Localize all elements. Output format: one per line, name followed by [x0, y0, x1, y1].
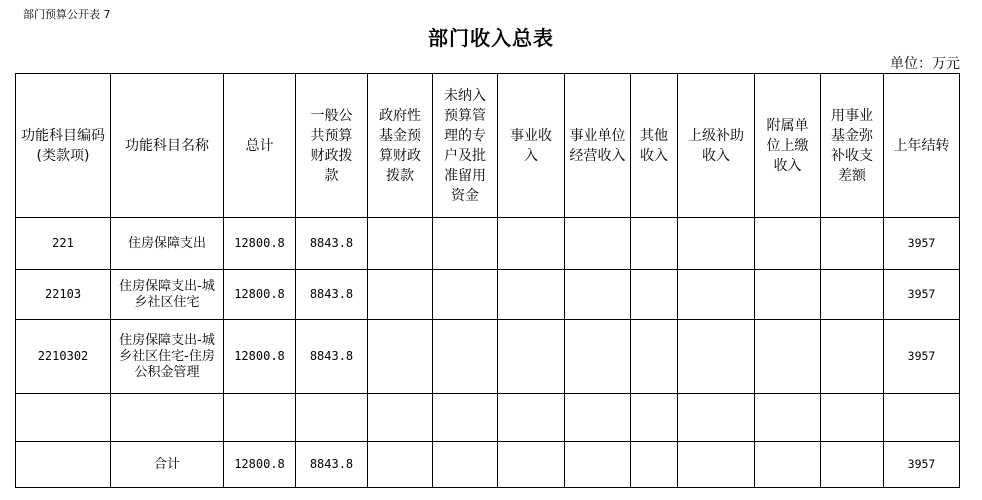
row-code: 221 — [16, 218, 111, 270]
row-name: 住房保障支出-城乡社区住宅 — [111, 270, 224, 320]
total-total: 12800.8 — [224, 442, 296, 488]
row-total: 12800.8 — [224, 270, 296, 320]
header-fund-offset: 用事业基金弥补收支差额 — [821, 74, 884, 218]
row-code: 22103 — [16, 270, 111, 320]
table-row — [16, 394, 960, 442]
total-row — [16, 442, 960, 488]
table-header-row — [16, 74, 960, 218]
row-general: 8843.8 — [296, 320, 368, 394]
row-name — [111, 394, 224, 442]
table-row — [16, 218, 960, 270]
row-total — [224, 394, 296, 442]
total-carryover: 3957 — [884, 442, 960, 488]
row-name: 住房保障支出 — [111, 218, 224, 270]
header-gov-fund: 政府性基金预算财政拨款 — [368, 74, 433, 218]
header-name: 功能科目名称 — [111, 74, 224, 218]
row-carryover: 3957 — [884, 270, 960, 320]
table-row — [16, 320, 960, 394]
row-carryover: 3957 — [884, 320, 960, 394]
row-name: 住房保障支出-城乡社区住宅-住房公积金管理 — [111, 320, 224, 394]
row-total: 12800.8 — [224, 320, 296, 394]
header-carryover: 上年结转 — [884, 74, 960, 218]
row-general: 8843.8 — [296, 218, 368, 270]
row-total: 12800.8 — [224, 218, 296, 270]
row-carryover: 3957 — [884, 218, 960, 270]
header-affiliated-income: 附属单位上缴收入 — [755, 74, 821, 218]
total-general: 8843.8 — [296, 442, 368, 488]
table-row — [16, 270, 960, 320]
header-general-budget: 一般公共预算财政拨款 — [296, 74, 368, 218]
page-title: 部门收入总表 — [428, 26, 554, 50]
row-carryover — [884, 394, 960, 442]
header-special-account: 未纳入预算管理的专户及批准留用资金 — [433, 74, 498, 218]
header-code: 功能科目编码(类款项) — [16, 74, 111, 218]
unit-label: 单位：万元 — [890, 56, 960, 72]
row-general: 8843.8 — [296, 270, 368, 320]
header-business-income: 事业收入 — [498, 74, 565, 218]
sheet-number-label: 部门预算公开表 7 — [23, 8, 111, 21]
header-operating-income: 事业单位经营收入 — [565, 74, 631, 218]
total-label: 合计 — [111, 442, 224, 488]
row-general — [296, 394, 368, 442]
income-summary-table — [15, 73, 960, 488]
header-total: 总计 — [224, 74, 296, 218]
header-superior-subsidy: 上级补助收入 — [678, 74, 755, 218]
row-code: 2210302 — [16, 320, 111, 394]
header-other-income: 其他收入 — [631, 74, 678, 218]
row-code — [16, 394, 111, 442]
